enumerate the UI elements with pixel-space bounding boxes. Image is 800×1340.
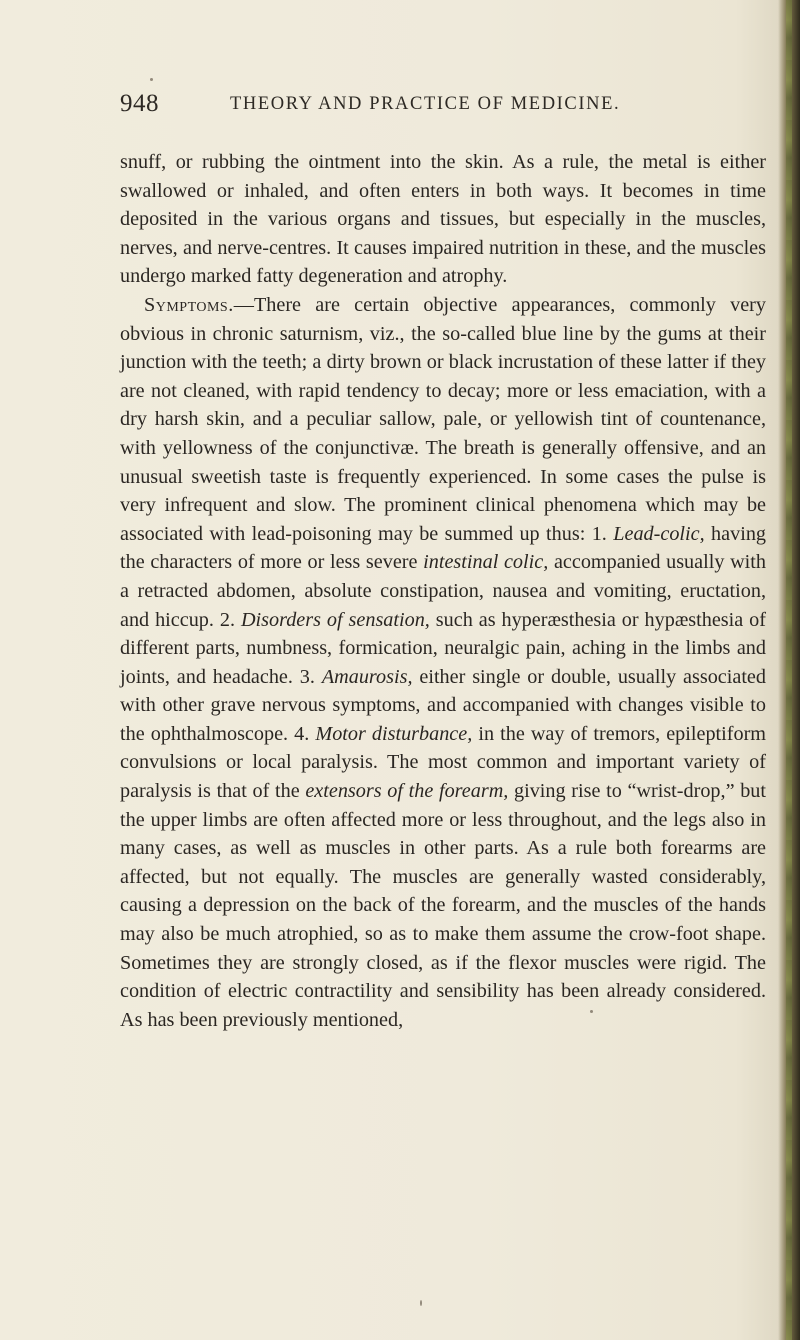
running-title: THEORY AND PRACTICE OF MEDICINE. [230, 94, 621, 114]
italic-term: extensors of the forearm, [305, 780, 509, 803]
page-number: 948 [120, 90, 159, 117]
italic-term: Disorders of sensation, [240, 608, 430, 631]
text-run: in the way of tremors, epileptiform convulsions or local paralysis. The most common and important variety of paralysis is that of the [120, 722, 766, 803]
italic-term: Amaurosis, [321, 665, 413, 688]
italic-term: Motor disturbance, [315, 722, 473, 745]
text-run: —There are certain objective appearances, commonly very obvious in chronic saturnism, viz., the so-called blue line by the gums at their junction with the teeth; a dirty brown or black incrustation of these latter if they are not cleaned, with rapid tendency to decay; more or less emaciation, with a dry harsh skin, and a peculiar sallow, pale, or yellowish tint of countenance, with yellowness of the conjunctivæ. The breath is generally offensive, and an unusual sweetish taste is frequently experienced. In some cases the pulse is very infrequent and slow. The prominent clinical phenomena which may be associated with lead-poisoning may be summed up thus: 1. [120, 293, 766, 545]
text-run: having the characters of more or less severe [120, 522, 767, 574]
italic-term: intestinal colic, [423, 551, 549, 574]
text-run: giving rise to “wrist-drop,” but the upper limbs are often affected more or less throughout, and the legs also in many cases, as well as muscles in other parts. As a rule both forearms are affected, but not equally. The muscles are generally wasted considerably, causing a depression on the back of the forearm, and the muscles of the hands may also be much atrophied, so as to make them assume the crow-foot shape. Sometimes they are strongly closed, as if the flexor muscles were rigid. The condition of electric contractility and sensibility has been already considered. As has been previously mentioned, [120, 780, 766, 1031]
text-run: either single or double, usually associated with other grave nervous symptoms, and accompanied with changes visible to the ophthalmoscope. 4. [120, 665, 766, 745]
text-run: accompanied usually with a retracted abdomen, absolute constipation, nausea and vomiting, eructation, and hiccup. 2. [120, 551, 766, 631]
binding-strip [786, 0, 792, 1340]
body-text [120, 148, 766, 1034]
italic-term: Lead-colic, [613, 522, 705, 545]
text-run: such as hyperæsthesia or hypæsthesia of different parts, numbness, formication, neuralgic pain, aching in the limbs and joints, and headache. 3. [120, 608, 766, 688]
paper-speck [150, 78, 153, 81]
paper-speck [420, 1300, 422, 1306]
symptoms-heading: Symptoms. [144, 293, 234, 316]
paper-speck [590, 1010, 593, 1013]
paragraph-2 [120, 291, 766, 1034]
paragraph-1: snuff, or rubbing the ointment into the skin. As a rule, the metal is either swallowed or inhaled, and often enters in both ways. It becomes in time deposited in the various organs and tissues, but especially in the muscles, nerves, and nerve-centres. It causes impaired nutrition in these, and the muscles undergo marked fatty degeneration and atrophy. [120, 151, 766, 288]
page-header [120, 90, 760, 130]
